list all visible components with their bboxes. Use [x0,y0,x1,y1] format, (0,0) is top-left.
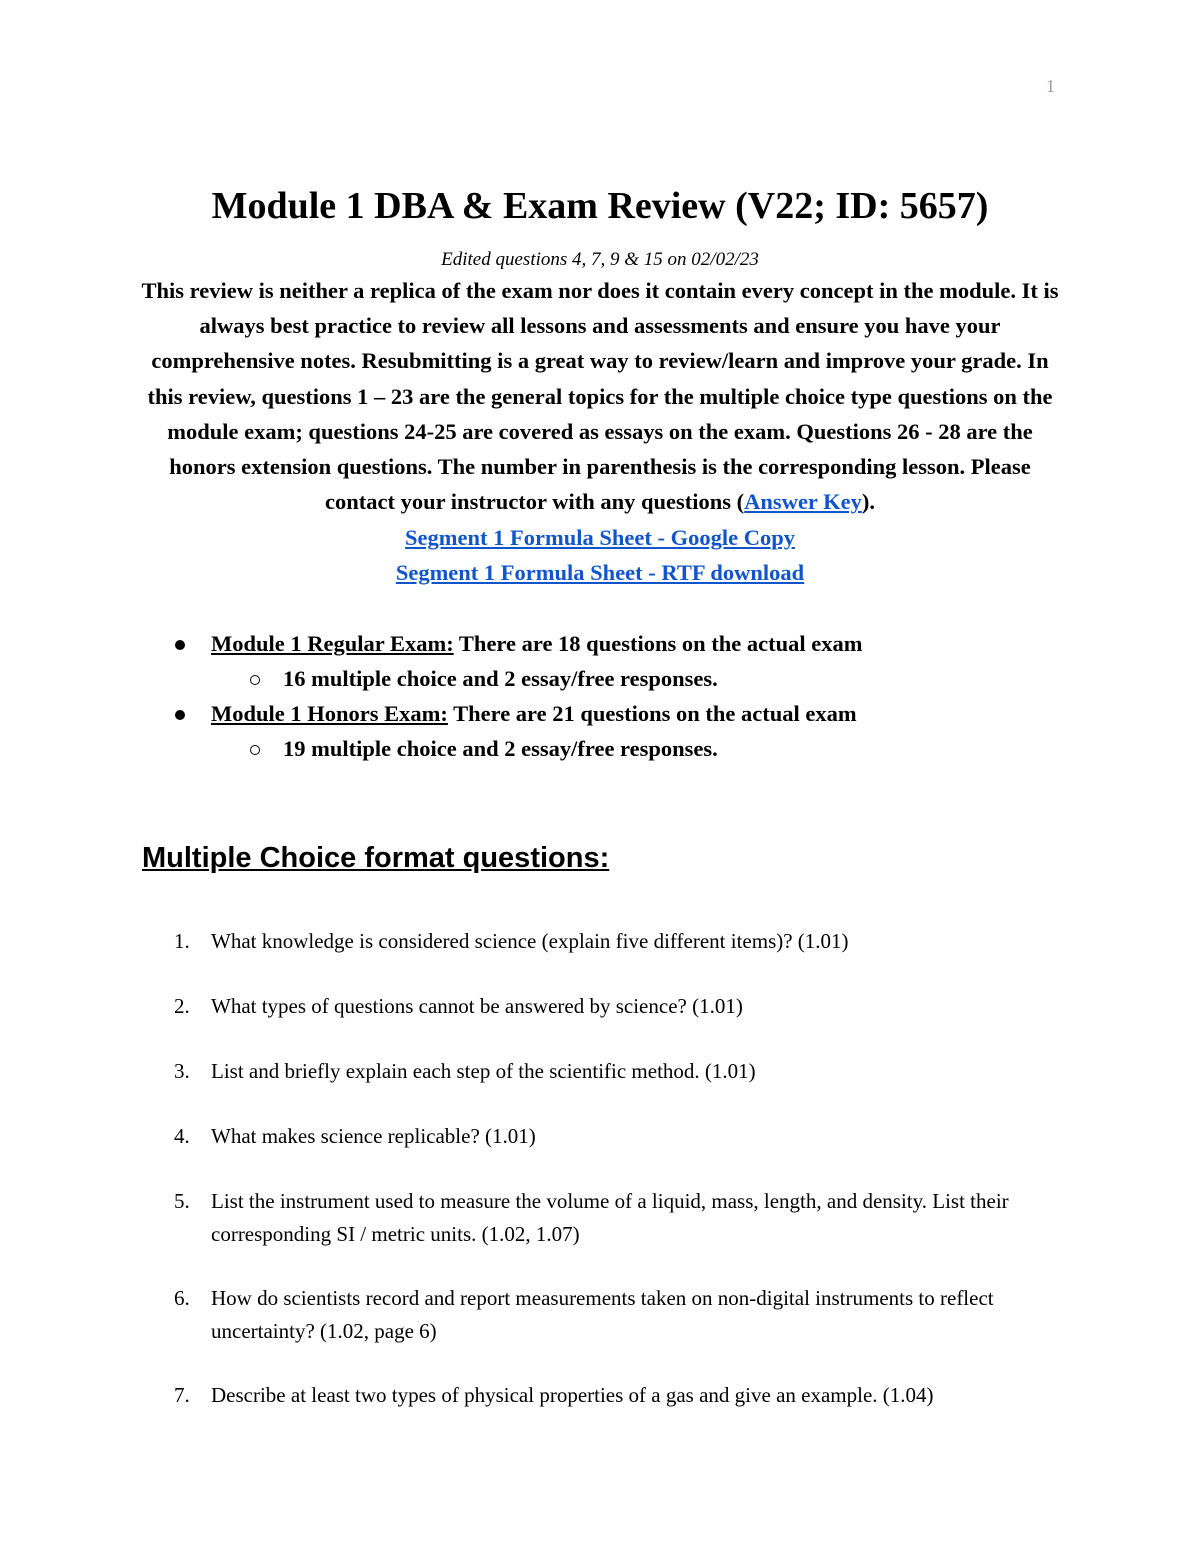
hollow-bullet-icon [250,745,260,755]
edited-note: Edited questions 4, 7, 9 & 15 on 02/02/23 [441,249,759,270]
regular-exam-sub: 16 multiple choice and 2 essay/free responses. [283,666,718,691]
question-number: 5. [174,1189,190,1213]
question-number: 3. [174,1059,190,1083]
question-number: 2. [174,994,190,1018]
question-number: 1. [174,929,190,953]
intro-paragraph [138,273,1062,519]
hollow-bullet-icon [250,675,260,685]
list-item [283,734,718,764]
honors-exam-text: There are 21 questions on the actual exam [447,701,857,726]
formula-link-row [0,523,1200,553]
list-item [283,664,718,694]
regular-exam-text: There are 18 questions on the actual exam [453,631,863,656]
question-text: What knowledge is considered science (explain five different items)? (1.01) [211,929,849,953]
honors-exam-sub: 19 multiple choice and 2 essay/free responses. [283,736,718,761]
section-heading: Multiple Choice format questions: [142,842,610,874]
intro-text-end: ). [861,489,875,515]
page-title: Module 1 DBA & Exam Review (V22; ID: 5657) [211,185,989,227]
regular-exam-label: Module 1 Regular Exam: [211,631,454,656]
formula-sheet-google-link[interactable]: Segment 1 Formula Sheet - Google Copy [405,525,795,550]
list-item [211,699,857,729]
question-number: 6. [174,1286,190,1310]
question-number: 7. [174,1383,190,1407]
question-text: List and briefly explain each step of the scientific method. (1.01) [211,1059,756,1083]
honors-exam-label: Module 1 Honors Exam: [211,701,448,726]
formula-sheet-rtf-link[interactable]: Segment 1 Formula Sheet - RTF download [395,560,805,585]
question-text: How do scientists record and report measurements taken on non-digital instruments to reflect uncertainty? (1.02, page 6) [211,1286,994,1343]
intro-text: This review is neither a replica of the exam nor does it contain every concept in the module. It is always best practice to review all lessons and assessments and ensure you have your comprehensive notes. Resubmitting is a great way to review/learn and improve your grade. In this review, questions 1 – 23 are the general topics for the multiple choice type questions on the module exam; questions 24-25 are covered as essays on the exam. Questions 26 - 28 are the honors extension questions. The number in parenthesis is the corresponding lesson. Please contact your instructor with any questions ( [141,278,1059,515]
question-text: What makes science replicable? (1.01) [211,1124,536,1148]
question-text: What types of questions cannot be answered by science? (1.01) [211,994,743,1018]
bullet-icon [175,710,185,720]
question-number: 4. [174,1124,190,1148]
formula-link-row [0,558,1200,588]
answer-key-link[interactable]: Answer Key [744,489,862,515]
question-text: Describe at least two types of physical properties of a gas and give an example. (1.04) [211,1383,934,1407]
list-item [211,629,862,659]
page-number: 1 [1046,76,1055,96]
bullet-icon [175,640,185,650]
question-text: List the instrument used to measure the volume of a liquid, mass, length, and density. List their corresponding SI / metric units. (1.02, 1.07) [211,1189,1009,1246]
